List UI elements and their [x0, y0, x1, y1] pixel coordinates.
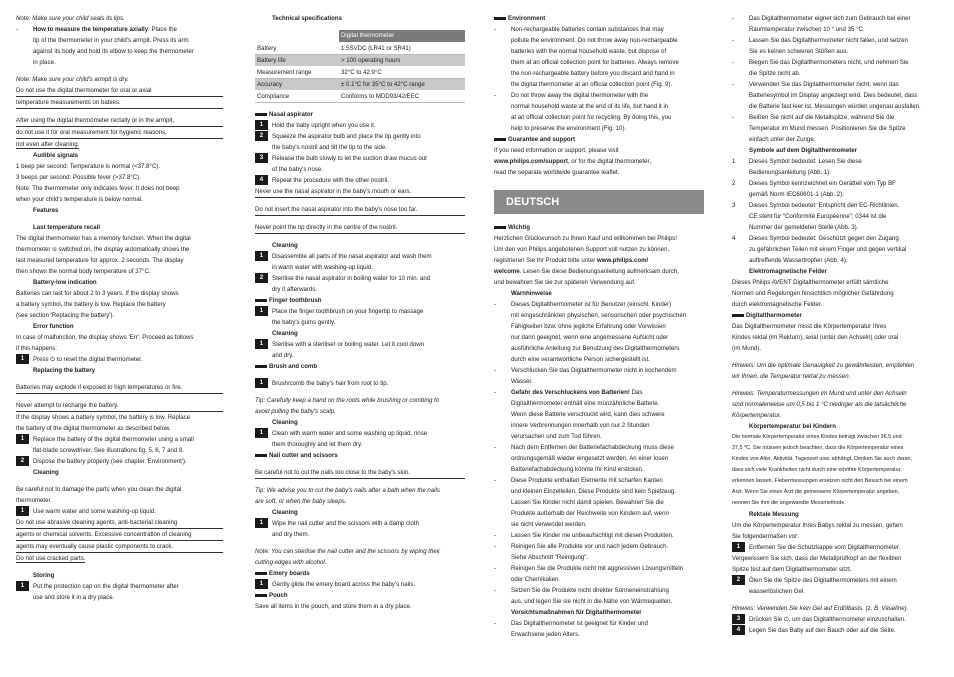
step: 3 Release the bulb slowly to let the suction draw mucus out of the baby's nose.: [255, 153, 465, 175]
section-heading: Brush and comb: [255, 361, 465, 372]
text-line: Produkte außerhalb der Reichweite von Kindern auf, wenn: [511, 510, 669, 517]
section-heading: Last temperature recall: [33, 224, 101, 231]
warning: Do not use the digital thermometer for oral or axial: [16, 85, 223, 97]
warning: Never point the tip directly in the centre of the nostril.: [255, 222, 465, 234]
section-heading: Cleaning: [33, 469, 59, 476]
list-item: - Reinigen Sie alle Produkte vor und nach jedem Gebrauch. Siehe Abschnitt "Reinigung".: [494, 543, 669, 561]
text-line: Digitalthermometer enthält eine münzähnliche Batterie.: [511, 400, 660, 407]
section-heading: Storing: [33, 572, 55, 579]
section-heading: Emery boards: [255, 568, 465, 579]
section-heading: Körpertemperatur bei Kindern: [749, 423, 837, 430]
step: 2 Squeeze the aspirator bulb and place the tip gently into the baby's nostril and tilt the tip to the side.: [255, 131, 465, 153]
section-heading: Vorsichtsmaßnahmen für Digitalthermometer: [511, 609, 642, 616]
table-row: Measurement range 32°C to 42.9°C: [255, 66, 465, 78]
text-line: durch eine verantwortliche Person sichergestellt ist.: [511, 356, 650, 363]
text-line: (im Mund).: [732, 345, 762, 352]
text-line: Nach dem Entfernen der Batteriefachabdeckung muss diese: [511, 444, 674, 451]
warning: not even after cleaning.: [16, 141, 80, 148]
section-heading: Elektromagnetische Felder: [749, 268, 827, 275]
section-heading: Cleaning: [272, 508, 298, 516]
text-line: Verschlucken Sie das Digitalthermometer nicht in kochendem: [511, 367, 677, 374]
text-line: Reinigen Sie alle Produkte vor und nach jedem Gebrauch.: [511, 543, 669, 550]
text-line: Lassen Sie Kinder nie unbeaufsichtigt mit diesen Produkten.: [511, 532, 674, 539]
text-line: normal household waste at the end of its life, but hand it in: [511, 103, 669, 110]
warning: Do not insert the nasal aspirator into the baby's nose too far.: [255, 204, 465, 216]
step-number: 1: [16, 354, 29, 364]
text-line: Dieses Symbol bedeutet: Geschützt gegen den Zugang: [749, 235, 899, 242]
text-line: durch elektromagnetische Felder.: [732, 301, 823, 308]
text-line: the non-rechargeable battery before you discard and hand in: [511, 70, 675, 77]
list-item: - Setzen Sie die Produkte nicht direkter Sonneneinstrahlung aus, und legen Sie sie nicht in die Nähe von Wärmequellen.: [494, 587, 673, 605]
text-line: Reinigen Sie die Produkte nicht mit aggressiven Lösungsmitteln: [511, 565, 684, 572]
step: 1 Wipe the nail cutter and the scissors with a damp cloth and dry them.: [255, 518, 465, 540]
step: 1 Put the protection cap on the digital thermometer after use and store it in a dry place.: [16, 581, 223, 603]
step: 1 Hold the baby upright when you use it.: [255, 120, 465, 131]
column-4: - Das Digitalthermometer eignet sich zum Gebrauch bei einer Raumtemperatur zwischen 10 ° und 35 °C. - Lassen Sie das Digitalthermometer nicht fallen, und setzen Sie es keinen schweren Stößen aus. - Biegen Sie das Digitalthermometers nicht, und nehmen Sie die Spitze nicht ab. - Verwenden Sie das Digitalthermometer nicht, wenn das Batteriesymbol im Display angezeigt wird. Dies bedeutet, dass die Batterie fast leer ist. Messungen würden ungenau ausfallen. - Beißen Sie nicht auf die Metallspitze, während Sie die Temperatur im Mund messen. Positionieren Sie die Spitze einfach unter der Zunge. Symbole auf dem Digitalthermometer 1 Dieses Symbol bedeutet: Lesen Sie diese Bedienungsanleitung (Abb. 1). 2 Dieses Symbol kennzeichnet ein Gerätteil vom Typ BF gemäß Norm IEC60601-1 (Abb. 2). 3 Dieses Symbol bedeutet: Entspricht den EC-Richtlinien. CE steht für "Conformité Européenne"; 0344 ist die Nummer der gemeldeten Stelle (Abb. 3). 4 Dieses Symbol bedeutet: Geschützt gegen den Zugang zu gefährlichen Teilen mit einem Finger und gegen vertikal auftreffende Wassertropfen (Abb. 4). Elektromagnetische Felder Dieses Philips AVENT Digitalthermometer erfüllt sämtliche Normen und Regelungen hinsichtlich möglicher Gefährdung durch elektromagnetische Felder. Digitalthermometer Das Digitalthermometer misst die Körpertemperatur Ihres Kindes rektal (im Rektum), axial (unter den Achseln) oder oral (im Mund). Hinweis: Um die optimale Genauigkeit zu gewährleisten, empfehlen wir Ihnen, die Temperatur rektal zu messen. Hinweis: Temperaturmessungen im Mund und unter den Achseln sind normalerweise um 0,5 bis 1 °C niedriger als die tatsächliche Körpertemperatur. Körpertemperatur bei Kindern Die normale Körpertemperatur eines Kindes beträgt zwischen 36,5 und 37,5 °C. Sie müssen jedoch beachten, dass die Körpertemperatur eines Kindes von Alter, Aktivität, Tageszeit usw. abhängt. Denken Sie auch daran, dass sich viele Krankheiten nicht durch eine erhöhte Körpertemperatur erkennen lassen. Fiebermessungen ersetzen nicht den Besuch bei einem Arzt. Wenn Sie einen Arzt die gemessene Körpertemperatur angeben, nennen Sie ihm die angewandte Messmethode. Rektale Messung Um die Körpertemperatur Ihres Babys rektal zu messen, gehen Sie folgendermaßen vor: 1 Entfernen Sie die Schutzkappe vom Digitalthermometer. Vergewissern Sie sich, dass der Metallprüfkopf an der flexiblen Spitze fest auf dem Digitalthermometer sitzt. 2 Ölen Sie die Spitze des Digitalthermometers mit einem wasserlöslichen Gel. Hinweis: Verwenden Sie kein Gel auf Erdölbasis. (z. B. Vaseline). 3 Drücken Sie ⏻, um das Digitalthermometer einzuschalten. 4 Legen Sie das Baby auf den Bauch oder auf die Seite.: [732, 13, 940, 636]
warning: do not use it for oral measurement for hygienic reasons,: [16, 127, 223, 139]
step: 1 Press ⏻ to reset the digital thermometer.: [16, 354, 223, 365]
text-line: the digital thermometer at an official collection point (Fig. 9).: [511, 81, 673, 88]
section-heading: Warnhinweise: [511, 290, 552, 297]
text-line: und kleinen Einzelteilen. Diese Produkte sind kein Spielzeug.: [511, 488, 676, 495]
warning: agents or chemical solvents. Excessive concentration of cleaning: [16, 529, 223, 541]
step: 1 Replace the battery of the digital thermometer using a small flat-blade screwdriver. See illustrations fig. 5, 6, 7 and 8.: [16, 434, 223, 456]
warning: temperature measurements on babies.: [16, 97, 223, 109]
text-line: Batteriesymbol im Display angezeigt wird. Dies bedeutet, dass: [749, 92, 918, 99]
section-heading: Cleaning: [272, 329, 298, 337]
text-line: sind normalerweise um 0,5 bis 1 °C niedriger als die tatsächliche: [732, 401, 907, 408]
section-heading: Nasal aspirator: [255, 109, 465, 120]
text-line: at an official collection point for recycling. By doing this, you: [511, 114, 672, 121]
numbered-item: 4 Dieses Symbol bedeutet: Geschützt gegen den Zugang zu gefährlichen Teilen mit einem Finger und gegen vertikal auftreffende Wassertropfen (Abb. 4).: [732, 235, 907, 264]
section-heading: Digitalthermometer: [732, 310, 940, 321]
text-line: erkennen lassen. Fiebermessungen ersetzen nicht den Besuch bei einem: [732, 478, 908, 484]
step: 1 Entfernen Sie die Schutzkappe vom Digitalthermometer.: [732, 542, 940, 553]
note: Note: Make sure your child's armpit is dry.: [16, 76, 129, 83]
table-row: Accuracy ± 0.1°C for 35°C to 42°C range: [255, 78, 465, 90]
text-line: Biegen Sie das Digitalthermometers nicht, und nehmen Sie: [749, 59, 909, 66]
section-heading: Replacing the battery: [33, 367, 95, 374]
text-line: Das Digitalthermometer ist geeignet für Kinder und: [511, 620, 648, 627]
numbered-item: 1 Dieses Symbol bedeutet: Lesen Sie diese Bedienungsanleitung (Abb. 1).: [732, 158, 862, 176]
text-line: Verwenden Sie das Digitalthermometer nicht, wenn das: [749, 81, 899, 88]
list-item: - Reinigen Sie die Produkte nicht mit aggressiven Lösungsmitteln oder Chemikalien.: [494, 565, 684, 583]
text-line: Diese Produkte enthalten Elemente mit scharfen Kanten: [511, 477, 663, 484]
text-line: Das: [631, 389, 643, 396]
step: 2 Ölen Sie die Spitze des Digitalthermometers mit einem wasserlöslichen Gel.: [732, 575, 940, 597]
text-line: Das Digitalthermometer eignet sich zum Gebrauch bei einer: [749, 15, 911, 22]
text-line: mit eingeschränkten physischen, sensorischen oder psychischen: [511, 312, 687, 319]
text-line: Die normale Körpertemperatur eines Kindes beträgt zwischen 36,5 und: [732, 434, 902, 440]
text-line: help to preserve the environment (Fig. 10).: [511, 125, 627, 132]
register-link[interactable]: www.philips.com/: [596, 257, 649, 264]
text-line: sie nicht verwendet werden.: [511, 521, 587, 528]
list-item: - Do not throw away the digital thermometer with the normal household waste at the end of its life, but hand it in at an official collection point for recycling. By doing this, you help to preserve the environment (Fig. 10).: [494, 92, 672, 132]
warning: Never attempt to recharge the battery.: [16, 400, 223, 412]
text-line: Non-rechargeable batteries contain substances that may: [511, 26, 664, 33]
section-heading: Environment: [494, 13, 704, 24]
text-line: Fähigkeiten bzw. ohne jegliche Erfahrung oder Vorwissen: [511, 323, 666, 330]
text-line: nur dann geeignet, wenn eine angemessene Aufsicht oder: [511, 334, 669, 341]
numbered-item: 3 Dieses Symbol bedeutet: Entspricht den EC-Richtlinien. CE steht für "Conformité Européenne"; 0344 ist die Nummer der gemeldeten Stelle (Abb. 3).: [732, 202, 900, 231]
text-line: Do not throw away the digital thermometer with the: [511, 92, 649, 99]
warning: Do not use abrasive cleaning agents, anti-bacterial cleaning: [16, 517, 223, 529]
text-line: aus, und legen Sie sie nicht in die Nähe von Wärmequellen.: [511, 598, 673, 605]
column-3: Environment - Non-rechargeable batteries contain substances that may pollute the environment. Do not throw away non-rechargeable batteries with the normal household waste, but dispose of them at an official collection point for batteries. Always remove the non-rechargeable battery before you discard and hand in the digital thermometer at an official collection point (Fig. 9). - Do not throw away the digital thermometer with the normal household waste at the end of its life, but hand it in at an official collection point for recycling. By doing this, you help to preserve the environment (Fig. 10). Guarantee and support If you need information or support, please visit www.philips.com/support, or for the digital thermometer, read the separate worldwide guarantee leaflet. DEUTSCH Wichtig Herzlichen Glückwunsch zu Ihrem Kauf und willkommen bei Philips! Um den von Philips angebotenen Support voll nutzen zu können, registrieren Sie Ihr Produkt bitte unter www.philips.com/ welcome. Lesen Sie diese Bedienungsanleitung aufmerksam durch, und bewahren Sie sie zur späteren Verwendung auf. Warnhinweise - Dieses Digitalthermometer ist für Benutzer (einschl. Kinder) mit eingeschränkten physischen, sensorischen oder psychischen Fähigkeiten bzw. ohne jegliche Erfahrung oder Vorwissen nur dann geeignet, wenn eine angemessene Aufsicht oder ausführliche Anleitung zur Benutzung des Digitalthermometers durch eine verantwortliche Person sichergestellt ist. - Verschlucken Sie das Digitalthermometer nicht in kochendem Wasser. - Gefahr des Verschluckens von Batterien! Das Digitalthermometer enthält eine münzähnliche Batterie. Wenn diese Batterie verschluckt wird, kann dies schwere innere Verbrennungen innerhalb von nur 2 Stunden verursachen und zum Tod führen. - Nach dem Entfernen der Batteriefachabdeckung muss diese ordnungsgemäß wieder eingesetzt werden. An einer losen Batteriefachabdeckung könnte Ihr Kind ersticken. - Diese Produkte enthalten Elemente mit scharfen Kanten und kleinen Einzelteilen. Diese Produkte sind kein Spielzeug. Lassen Sie Kinder nicht damit spielen. Bewahren Sie die Produkte außerhalb der Reichweite von Kindern auf, wenn sie nicht verwendet werden. - Lassen Sie Kinder nie unbeaufsichtigt mit diesen Produkten. - Reinigen Sie alle Produkte vor und nach jedem Gebrauch. Siehe Abschnitt "Reinigung". - Reinigen Sie die Produkte nicht mit aggressiven Lösungsmitteln oder Chemikalien. - Setzen Sie die Produkte nicht direkter Sonneneinstrahlung aus, und legen Sie sie nicht in die Nähe von Wärmequellen. Vorsichtsmaßnahmen für Digitalthermometer - Das Digitalthermometer ist geeignet für Kinder und Erwachsene jeden Alters.: [494, 13, 704, 640]
step: 1 Clean with warm water and some washing up liquid, rinse them thoroughly and let them dry.: [255, 428, 465, 450]
section-heading: Cleaning: [272, 418, 298, 426]
text-line: innere Verbrennungen innerhalb von nur 2 Stunden: [511, 422, 650, 429]
section-heading: Finger toothbrush: [255, 295, 465, 306]
text-line: verursachen und zum Tod führen.: [511, 433, 602, 440]
step: 4 Repeat the procedure with the other nostril.: [255, 175, 465, 186]
warning: Do not use cracked parts.: [16, 555, 86, 562]
text-line: oder Chemikalien.: [511, 576, 561, 583]
text-line: Dieses Symbol kennzeichnet ein Gerätteil vom Typ BF: [749, 180, 896, 187]
warning: Never use the nasal aspirator in the baby's mouth or ears.: [255, 186, 465, 198]
text-line: pollute the environment. Do not throw away non-rechargeable: [511, 37, 678, 44]
section-heading: Cleaning: [272, 241, 298, 249]
warning: After using the digital thermometer rectally or in the armpit,: [16, 115, 223, 127]
text-line: Dieses Digitalthermometer ist für Benutzer (einschl. Kinder): [511, 301, 672, 308]
text-line: Bedienungsanleitung (Abb. 1).: [749, 169, 831, 176]
section-heading: Audible signals: [33, 152, 79, 159]
text-line: Dieses Symbol bedeutet: Lesen Sie diese: [749, 158, 862, 165]
text-line: them at an official collection point for batteries. Always remove: [511, 59, 679, 66]
text-line: Temperatur im Mund messen. Positionieren Sie die Spitze: [749, 125, 906, 132]
text-line: ordnungsgemäß wieder eingesetzt werden. An einer losen: [511, 455, 669, 462]
list-item: - Nach dem Entfernen der Batteriefachabdeckung muss diese ordnungsgemäß wieder eingesetzt werden. An einer losen Batteriefachabdeckung könnte Ihr Kind ersticken.: [494, 444, 674, 473]
step: 1 Sterilise with a steriliser or boiling water. Let it cool down and dry.: [255, 339, 465, 361]
note: Note: Make sure your child seals its lips.: [16, 15, 125, 22]
step: 2 Sterilise the nasal aspirator in boiling water for 10 min. and dry it afterwards.: [255, 273, 465, 295]
list-item: - Diese Produkte enthalten Elemente mit scharfen Kanten und kleinen Einzelteilen. Diese Produkte sind kein Spielzeug. Lassen Sie Kinder nicht damit spielen. Bewahren Sie die Produkte außerhalb der Reichweite von Kindern auf, wenn sie nicht verwendet werden.: [494, 477, 676, 528]
text-line: Wenn diese Batterie verschluckt wird, kann dies schwere: [511, 411, 665, 418]
text-line: auftreffende Wassertropfen (Abb. 4).: [749, 257, 848, 264]
text-line: die Batterie fast leer ist. Messungen würden ungenau ausfallen.: [749, 103, 921, 110]
warning: agents may eventually cause plastic components to crack.: [16, 541, 223, 553]
section-heading: Nail cutter and scissors: [255, 450, 465, 461]
text-line: Das Digitalthermometer misst die Körpertemperatur Ihres: [732, 323, 887, 330]
step: 1 Disassemble all parts of the nasal aspirator and wash them in warm water with washing-up liquid.: [255, 251, 465, 273]
section-heading: Pouch: [255, 590, 465, 601]
list-item: - Verwenden Sie das Digitalthermometer nicht, wenn das Batteriesymbol im Display angezeigt wird. Dies bedeutet, dass die Batterie fast leer ist. Messungen würden ungenau ausfallen.: [732, 81, 921, 110]
section-heading: Battery-low indication: [33, 279, 97, 286]
list-item: - Lassen Sie das Digitalthermometer nicht fallen, und setzen Sie es keinen schweren Stößen aus.: [732, 37, 908, 55]
text-line: Erwachsene jeden Alters.: [511, 631, 580, 638]
section-heading: Features: [33, 207, 59, 214]
text-line: dass sich viele Krankheiten nicht durch eine erhöhte Körpertemperatur: [732, 467, 901, 473]
text-line: CE steht für "Conformité Européenne"; 0344 ist die: [749, 213, 887, 220]
text-line: Batteriefachabdeckung könnte Ihr Kind ersticken.: [511, 466, 644, 473]
step: 3 Drücken Sie ⏻, um das Digitalthermometer einzuschalten.: [732, 614, 940, 625]
text-line: Nummer der gemeldeten Stelle (Abb. 3).: [749, 224, 859, 231]
text-line: 37,5 °C. Sie müssen jedoch beachten, dass die Körpertemperatur eines: [732, 445, 904, 451]
section-heading: Error function: [33, 323, 74, 330]
support-link[interactable]: www.philips.com/support: [494, 158, 568, 165]
text-line: nennen Sie ihm die angewandte Messmethode.: [732, 500, 846, 506]
table-row: Compliance Conforms to MDD93/42/EEC: [255, 90, 465, 102]
list-item: - Das Digitalthermometer ist geeignet für Kinder und Erwachsene jeden Alters.: [494, 620, 648, 638]
text-line: Dieses Philips AVENT Digitalthermometer erfüllt sämtliche: [732, 279, 889, 286]
list-item: - Verschlucken Sie das Digitalthermometer nicht in kochendem Wasser.: [494, 367, 677, 385]
text-line: gemäß Norm IEC60601-1 (Abb. 2).: [749, 191, 844, 198]
text-line: Wasser.: [511, 378, 533, 385]
language-banner: DEUTSCH: [494, 190, 704, 214]
list-item: - Beißen Sie nicht auf die Metallspitze, während Sie die Temperatur im Mund messen. Positionieren Sie die Spitze einfach unter der Zunge.: [732, 114, 906, 143]
section-heading: Rektale Messung: [749, 511, 799, 518]
text-line: Beißen Sie nicht auf die Metallspitze, während Sie die: [749, 114, 895, 121]
warning: Batteries may explode if exposed to high temperatures or fire.: [16, 382, 223, 394]
numbered-item: 2 Dieses Symbol kennzeichnet ein Gerätteil vom Typ BF gemäß Norm IEC60601-1 (Abb. 2).: [732, 180, 896, 198]
text-line: Sie es keinen schweren Stößen aus.: [749, 48, 848, 55]
text-line: Siehe Abschnitt "Reinigung".: [511, 554, 589, 561]
list-item: - Biegen Sie das Digitalthermometers nicht, und nehmen Sie die Spitze nicht ab.: [732, 59, 909, 77]
text-line: ausführliche Anleitung zur Benutzung des Digitalthermometers: [511, 345, 680, 352]
text-line: Setzen Sie die Produkte nicht direkter Sonneneinstrahlung: [511, 587, 669, 594]
warning: Be careful not to cut the nails too close to the baby's skin.: [255, 467, 465, 479]
table-header: Digital thermometer: [339, 30, 465, 42]
section-heading: Symbole auf dem Digitalthermometer: [749, 147, 858, 154]
step: 1 Gently glide the emery board across the baby's nails.: [255, 579, 465, 590]
text-line: Dieses Symbol bedeutet: Entspricht den EC-Richtlinien.: [749, 202, 900, 209]
list-item: - Dieses Digitalthermometer ist für Benutzer (einschl. Kinder) mit eingeschränkten physischen, sensorischen oder psychischen Fähigkeiten bzw. ohne jegliche Erfahrung oder Vorwissen nur dann geeignet, wenn eine angemessene Aufsicht oder ausführliche Anleitung zur Benutzung des Digitalthermometers durch eine verantwortliche Person sichergestellt ist.: [494, 301, 687, 363]
list-item: - Das Digitalthermometer eignet sich zum Gebrauch bei einer Raumtemperatur zwischen 10 ° und 35 °C.: [732, 15, 911, 33]
text-line: Körpertemperatur.: [732, 412, 782, 419]
list-item: - Lassen Sie Kinder nie unbeaufsichtigt mit diesen Produkten.: [494, 532, 674, 539]
list-item: - How to measure the temperature axially: Place the: [16, 26, 177, 33]
text-line: Lassen Sie das Digitalthermometer nicht fallen, und setzen: [749, 37, 908, 44]
text-line: batteries with the normal household waste, but dispose of: [511, 48, 667, 55]
step: 4 Legen Sie das Baby auf den Bauch oder auf die Seite.: [732, 625, 940, 636]
step: 1 Place the finger toothbrush on your fingertip to massage the baby's gums gently.: [255, 306, 465, 328]
section-heading: Technical specifications: [272, 15, 342, 22]
text-line: Kindes rektal (im Rektum), axial (unter den Achseln) oder oral: [732, 334, 899, 341]
text-line: Raumtemperatur zwischen 10 ° und 35 °C.: [749, 26, 865, 33]
text-line: wir Ihnen, die Temperatur rektal zu messen.: [732, 373, 851, 380]
text-line: die Spitze nicht ab.: [749, 70, 801, 77]
column-1: Note: Make sure your child seals its lips. - How to measure the temperature axially: Place the tip of the thermometer in your child's armpit. Press its arm against its body and hold its elbow to keep the thermometer in place. Note: Make sure your child's armpit is dry. Do not use the digital thermometer for oral or axial temperature measurements on babies. After using the digital thermometer rectally or in the armpit, do not use it for oral measurement for hygienic reasons, not even after cleaning. Audible signals 1 beep per second: Temperature is normal (<37.8°C). 3 beeps per second: Possible fever (>37.8°C). Note: The thermometer only indicates fever. It does not beep when your child's temperature is below normal. Features Last temperature recall The digital thermometer has a memory function. When the digital thermometer is switched on, the display automatically shows the last measured temperature for approx. 2 seconds. The display then shows the normal body temperature of 37°C. Battery-low indication Batteries can last for about 2 to 3 years. If the display shows a battery symbol, the battery is low. Replace the battery (see section 'Replacing the battery'). Error function In case of malfunction, the display shows 'Err'. Proceed as follows if this happens: 1 Press ⏻ to reset the digital thermometer. Replacing the battery Batteries may explode if exposed to high temperatures or fire. Never attempt to recharge the battery. If the display shows a battery symbol, the battery is low. Replace the battery of the digital thermometer as described below. 1 Replace the battery of the digital thermometer using a small flat-blade screwdriver. See illustrations fig. 5, 6, 7 and 8. 2 Dispose the battery properly (see chapter 'Environment'). Cleaning Be careful not to damage the parts when you clean the digital thermometer. 1 Use warm water and some washing-up liquid. Do not use abrasive cleaning agents, anti-bacterial cleaning agents or chemical solvents. Excessive concentration of cleaning agents may eventually cause plastic components to crack. Do not use cracked parts. Storing 1 Put the protection cap on the digital thermometer after use and store it in a dry place.: [16, 13, 223, 603]
text-line: Hinweis: Temperaturmessungen im Mund und unter den Achseln: [732, 390, 907, 397]
section-heading: Guarantee and support: [494, 134, 704, 145]
text-line: einfach unter der Zunge.: [749, 136, 816, 143]
list-item: - Gefahr des Verschluckens von Batterien! Das Digitalthermometer enthält eine münzähnliche Batterie. Wenn diese Batterie verschluckt wird, kann dies schwere innere Verbrennungen innerhalb von nur 2 Stunden verursachen und zum Tod führen.: [494, 389, 665, 440]
text-line: zu gefährlichen Teilen mit einem Finger und gegen vertikal: [749, 246, 907, 253]
text-line: Normen und Regelungen hinsichtlich möglicher Gefährdung: [732, 290, 894, 297]
step: 1 Brush/comb the baby's hair from root to tip.: [255, 378, 465, 389]
column-2: Technical specifications Digital thermometer Battery 1.5SVDC (LR41 or SR41) Battery life > 100 operating hours Measurement range 32°C to 42.9°C Accuracy ± 0.1°C for 35°C to 42°C range Compliance Conforms to MDD93/42/EEC Nasal aspirator 1 Hold the baby upright when you use it. 2 Squeeze the aspirator bulb and place the tip gently into the baby's nostril and tilt the tip to the side. 3 Release the bulb slowly to let the suction draw mucus out of the baby's nose. 4 Repeat the procedure with the other nostril. Never use the nasal aspirator in the baby's mouth or ears. Do not insert the nasal aspirator into the baby's nose too far. Never point the tip directly in the centre of the nostril. Cleaning 1 Disassemble all parts of the nasal aspirator and wash them in warm water with washing-up liquid. 2 Sterilise the nasal aspirator in boiling water for 10 min. and dry it afterwards. Finger toothbrush 1 Place the finger toothbrush on your fingertip to massage the baby's gums gently. Cleaning 1 Sterilise with a steriliser or boiling water. Let it cool down and dry. Brush and comb 1 Brush/comb the baby's hair from root to tip. Tip: Carefully keep a hand on the roots while brushing or combing to avoid pulling the baby's scalp. Cleaning 1 Clean with warm water and some washing up liquid, rinse them thoroughly and let them dry. Nail cutter and scissors Be careful not to cut the nails too close to the baby's skin. Tip: We advise you to cut the baby's nails after a bath when the nails are soft, or when the baby sleeps. Cleaning 1 Wipe the nail cutter and the scissors with a damp cloth and dry them. Note: You can sterilise the nail cutter and the scissors by wiping their cutting edges with alcohol. Emery boards 1 Gently glide the emery board across the baby's nails. Pouch Save all items in the pouch, and store them in a dry place.: [255, 13, 465, 612]
list-item: - Non-rechargeable batteries contain substances that may pollute the environment. Do not throw away non-rechargeable batteries with the normal household waste, but dispose of them at an official collection point for batteries. Always remove the non-rechargeable battery before you discard and hand in the digital thermometer at an official collection point (Fig. 9).: [494, 26, 679, 88]
step: 2 Dispose the battery properly (see chapter 'Environment').: [16, 456, 223, 467]
spec-table: [255, 30, 465, 103]
section-heading: Wichtig: [494, 222, 704, 233]
text-line: Lassen Sie Kinder nicht damit spielen. Bewahren Sie die: [511, 499, 664, 506]
text-line: Arzt. Wenn Sie einen Arzt die gemessene Körpertemperatur angeben,: [732, 489, 900, 495]
table-row: Battery life > 100 operating hours: [255, 54, 465, 66]
step: 1 Use warm water and some washing-up liquid.: [16, 506, 223, 517]
text-line: Kindes von Alter, Aktivität, Tageszeit usw. abhängt. Denken Sie auch daran,: [732, 456, 912, 462]
text-line: Hinweis: Um die optimale Genauigkeit zu gewährleisten, empfehlen: [732, 362, 915, 369]
table-row: Battery 1.5SVDC (LR41 or SR41): [255, 42, 465, 54]
